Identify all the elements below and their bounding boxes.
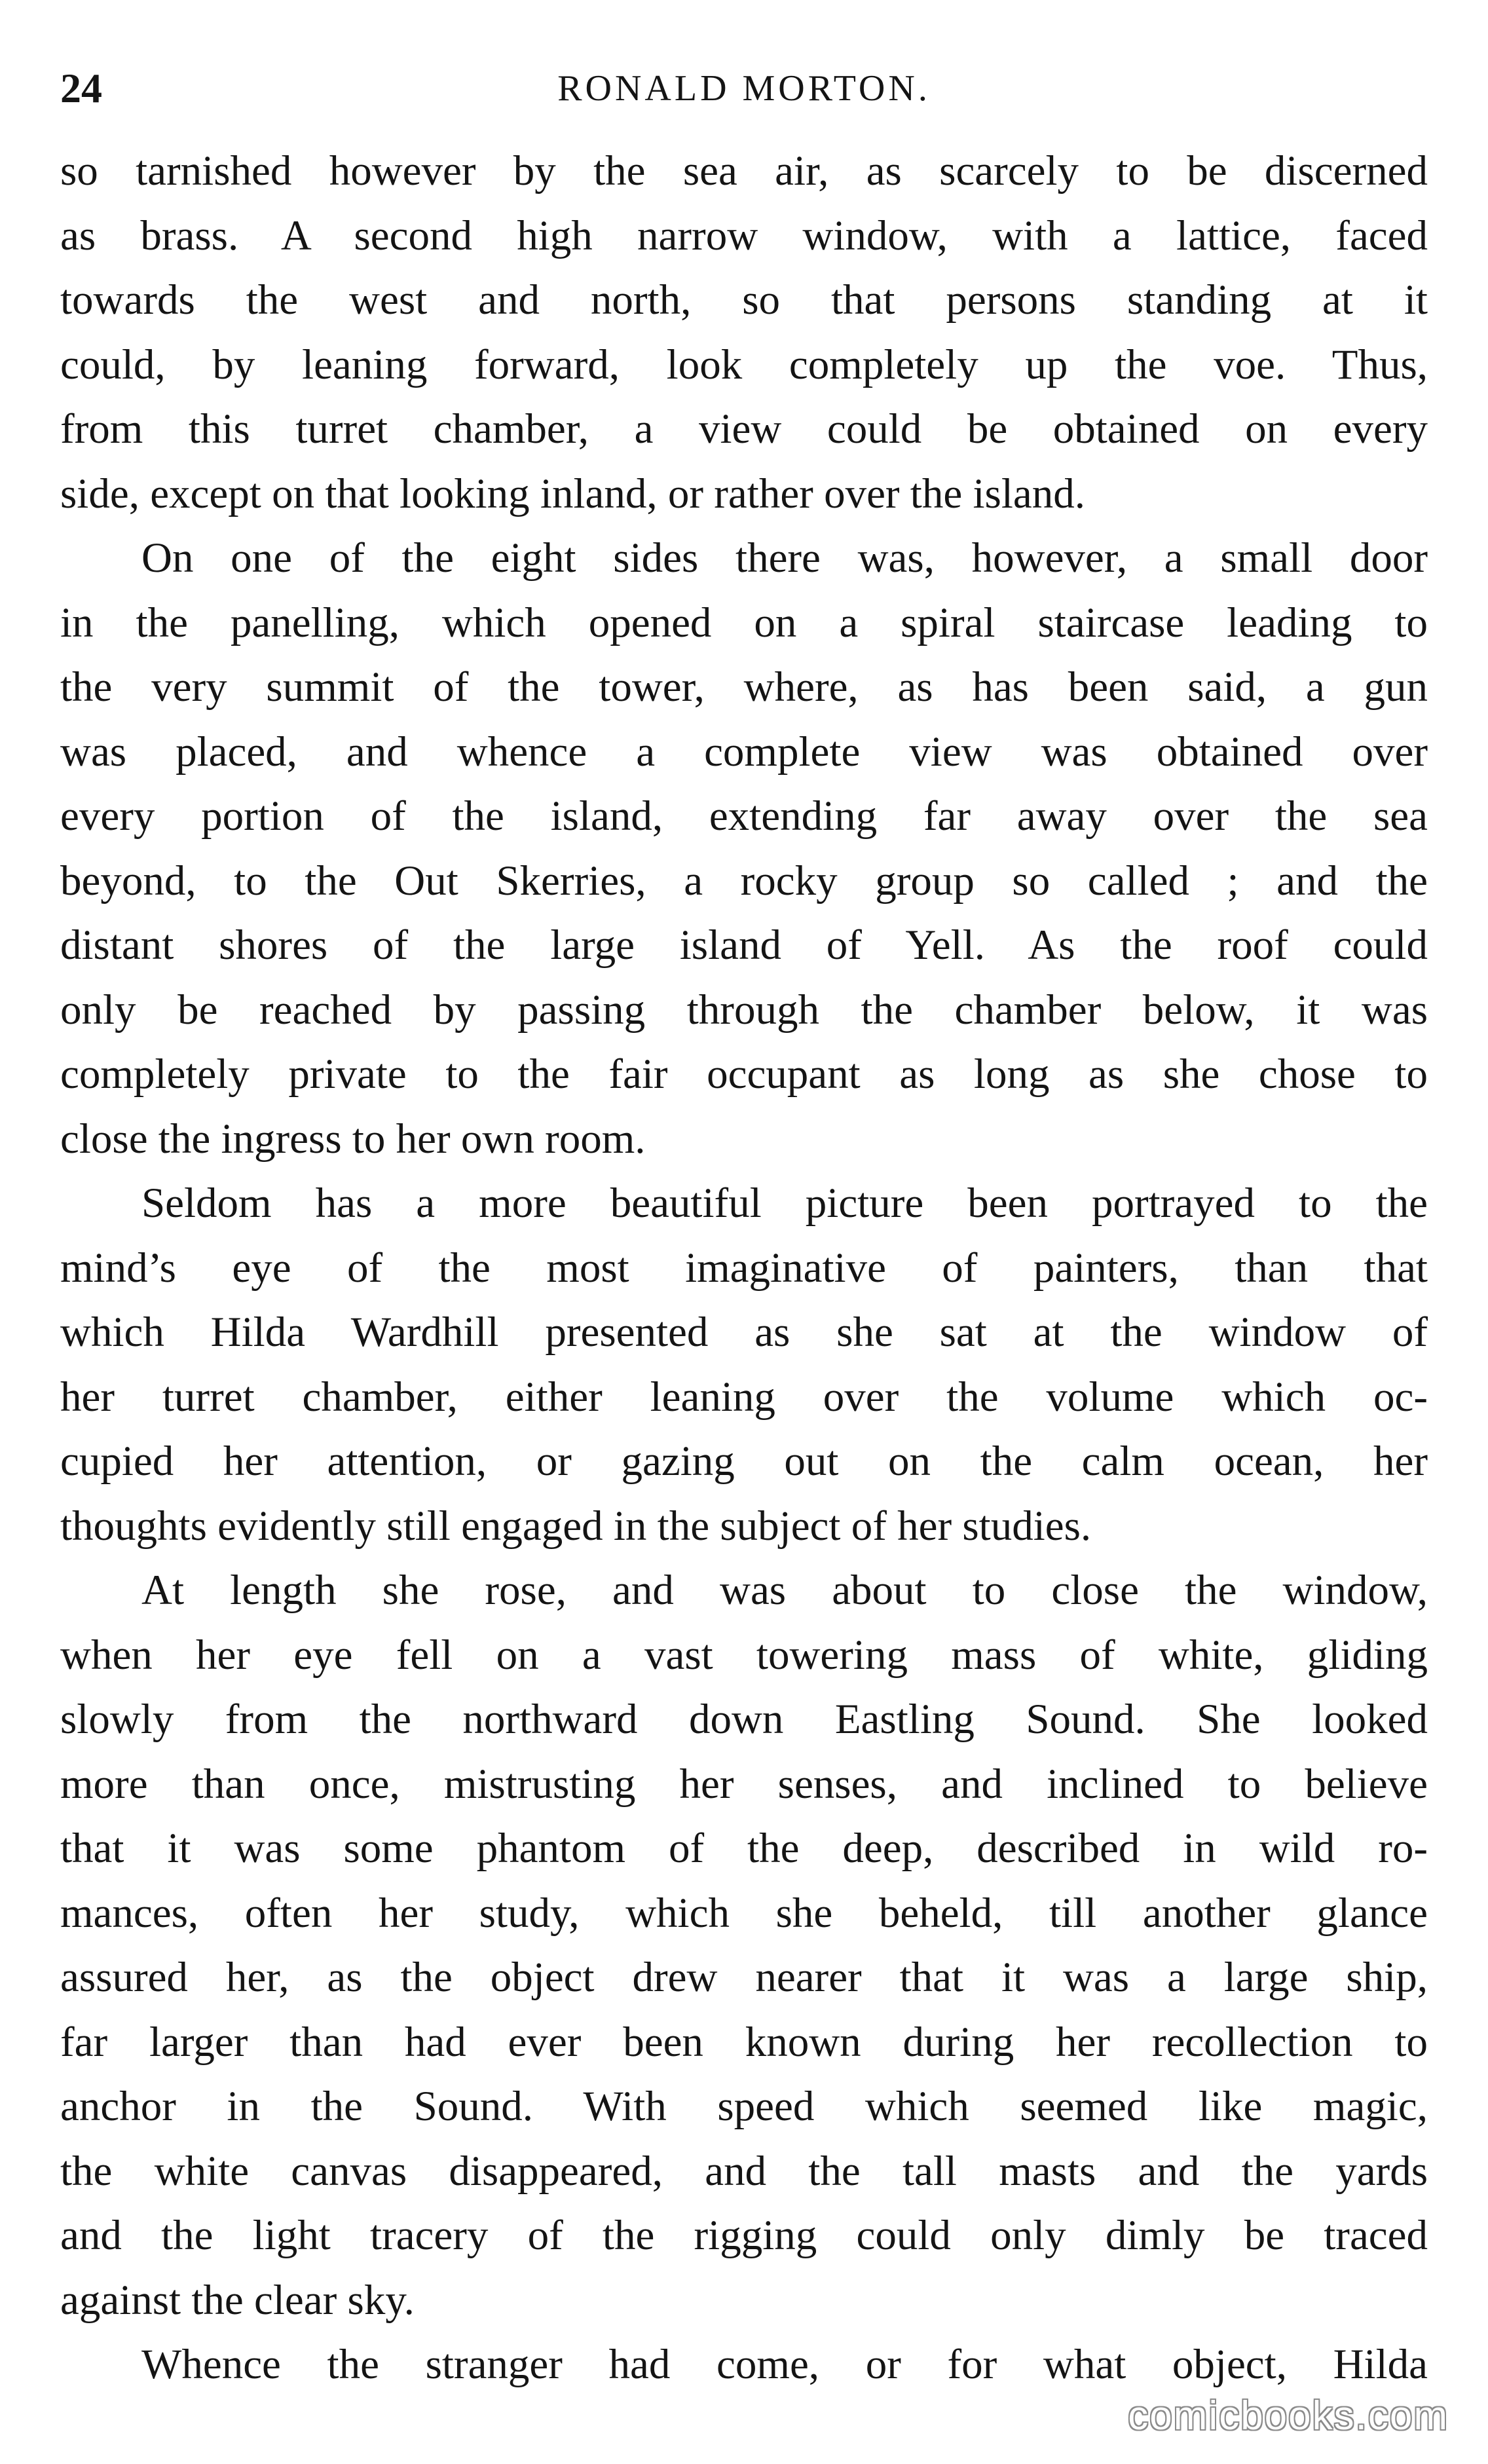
page-header [60, 52, 1428, 124]
text-line: which Hilda Wardhill presented as she sat at the window of [60, 1309, 1428, 1356]
page-number: 24 [60, 65, 102, 111]
text-line: could, by leaning forward, look completely up the voe. Thus, [60, 341, 1428, 388]
text-line: close the ingress to her own room. [60, 1115, 646, 1163]
text-line: distant shores of the large island of Yell. As the roof could [60, 922, 1428, 969]
text-line: beyond, to the Out Skerries, a rocky group so called ; and the [60, 857, 1428, 905]
text-line: when her eye fell on a vast towering mass of white, gliding [60, 1631, 1428, 1679]
paragraph [60, 1171, 1428, 1558]
body-text [60, 139, 1428, 2397]
text-line: mind’s eye of the most imaginative of painters, than that [60, 1244, 1428, 1292]
text-line: anchor in the Sound. With speed which seemed like magic, [60, 2083, 1428, 2130]
text-line: every portion of the island, extending far away over the sea [60, 793, 1428, 840]
paragraph [60, 2332, 1428, 2397]
text-line: in the panelling, which opened on a spiral staircase leading to [60, 599, 1428, 646]
text-line: completely private to the fair occupant as long as she chose to [60, 1051, 1428, 1098]
text-line: against the clear sky. [60, 2276, 415, 2324]
text-line: cupied her attention, or gazing out on the calm ocean, her [60, 1438, 1428, 1485]
text-line: side, except on that looking inland, or rather over the island. [60, 470, 1085, 517]
text-line: At length she rose, and was about to close the window, [141, 1567, 1428, 1614]
text-line: Whence the stranger had come, or for what object, Hilda [141, 2341, 1428, 2388]
text-line: thoughts evidently still engaged in the subject of her studies. [60, 1502, 1092, 1550]
text-line: towards the west and north, so that persons standing at it [60, 276, 1428, 324]
text-line: and the light tracery of the rigging could only dimly be traced [60, 2212, 1428, 2259]
text-line: On one of the eight sides there was, however, a small door [141, 534, 1428, 582]
paragraph [60, 526, 1428, 1171]
text-line: assured her, as the object drew nearer that it was a large ship, [60, 1954, 1428, 2001]
text-line: more than once, mistrusting her senses, and inclined to believe [60, 1760, 1428, 1808]
text-line: slowly from the northward down Eastling Sound. She looked [60, 1696, 1428, 1743]
text-line: her turret chamber, either leaning over the volume which oc- [60, 1373, 1428, 1421]
text-line: so tarnished however by the sea air, as scarcely to be discerned [60, 147, 1428, 195]
paragraph [60, 139, 1428, 526]
running-head-title: RONALD MORTON. [557, 68, 931, 109]
watermark: comicbooks.com [1128, 2393, 1449, 2438]
paragraph [60, 1558, 1428, 2332]
text-line: the white canvas disappeared, and the tall masts and the yards [60, 2147, 1428, 2195]
text-line: was placed, and whence a complete view was obtained over [60, 728, 1428, 775]
text-line: Seldom has a more beautiful picture been portrayed to the [141, 1180, 1428, 1227]
text-line: only be reached by passing through the chamber below, it was [60, 986, 1428, 1034]
text-line: mances, often her study, which she beheld, till another glance [60, 1889, 1428, 1937]
text-line: the very summit of the tower, where, as has been said, a gun [60, 663, 1428, 711]
text-line: as brass. A second high narrow window, with a lattice, faced [60, 212, 1428, 259]
text-line: from this turret chamber, a view could be obtained on every [60, 405, 1428, 453]
text-line: far larger than had ever been known during her recollection to [60, 2018, 1428, 2066]
text-line: that it was some phantom of the deep, described in wild ro- [60, 1825, 1428, 1872]
